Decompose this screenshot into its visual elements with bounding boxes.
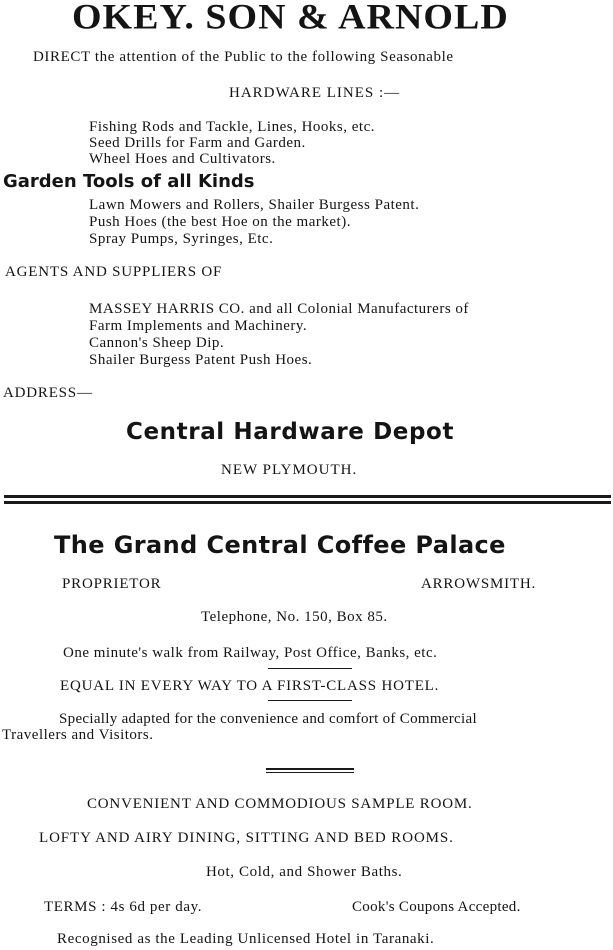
ad2-coupons: Cook's Coupons Accepted. [352, 899, 521, 915]
ad2-terms: TERMS : 4s 6d per day. [44, 899, 203, 915]
ad1-depot-name: Central Hardware Depot [126, 419, 455, 445]
ad2-proprietor-name: ARROWSMITH. [421, 576, 537, 592]
separator-rule-top [4, 495, 611, 498]
ad2-location: One minute's walk from Railway, Post Office, Banks, etc. [63, 645, 438, 661]
ad1-town: NEW PLYMOUTH. [221, 462, 358, 478]
ad1-agents-heading: AGENTS AND SUPPLIERS OF [5, 264, 223, 280]
ad1-bold-heading: Garden Tools of all Kinds [3, 171, 255, 192]
ad2-proprietor-label: PROPRIETOR [62, 576, 162, 592]
short-divider [268, 668, 352, 669]
ad1-line: MASSEY HARRIS CO. and all Colonial Manufacturers of [89, 301, 469, 317]
short-divider [268, 700, 352, 701]
ad2-sample-room: CONVENIENT AND COMMODIOUS SAMPLE ROOM. [87, 796, 473, 812]
ad2-equal: EQUAL IN EVERY WAY TO A FIRST-CLASS HOTEL. [60, 678, 440, 694]
ad1-address-label: ADDRESS— [3, 385, 93, 401]
short-divider-double [266, 768, 354, 770]
ad1-title: OKEY. SON & ARNOLD [72, 0, 509, 37]
short-divider-double [266, 772, 354, 773]
ad1-line: Farm Implements and Machinery. [89, 318, 308, 334]
ad2-specially-line-2: Travellers and Visitors. [2, 727, 154, 743]
ad2-specially-line-1: Specially adapted for the convenience and comfort of Commercial [59, 711, 477, 727]
ad1-section-heading: HARDWARE LINES :— [229, 85, 401, 101]
ad2-baths: Hot, Cold, and Shower Baths. [206, 864, 403, 880]
ad1-line: Push Hoes (the best Hoe on the market). [89, 214, 351, 230]
ad1-line: Seed Drills for Farm and Garden. [89, 135, 306, 151]
ad1-line: Wheel Hoes and Cultivators. [89, 151, 276, 167]
ad1-intro: DIRECT the attention of the Public to the following Seasonable [33, 49, 454, 65]
separator-rule-bottom [4, 501, 611, 504]
ad2-rooms: LOFTY AND AIRY DINING, SITTING AND BED ROOMS. [39, 830, 454, 846]
ad1-line: Cannon's Sheep Dip. [89, 335, 225, 351]
ad1-line: Lawn Mowers and Rollers, Shailer Burgess Patent. [89, 197, 420, 213]
ad2-title: The Grand Central Coffee Palace [54, 531, 506, 559]
ad2-telephone: Telephone, No. 150, Box 85. [201, 609, 388, 625]
ad1-line: Spray Pumps, Syringes, Etc. [89, 231, 274, 247]
ad1-line: Fishing Rods and Tackle, Lines, Hooks, etc. [89, 119, 375, 135]
ad1-line: Shailer Burgess Patent Push Hoes. [89, 352, 313, 368]
ad2-recognised: Recognised as the Leading Unlicensed Hotel in Taranaki. [57, 931, 435, 947]
